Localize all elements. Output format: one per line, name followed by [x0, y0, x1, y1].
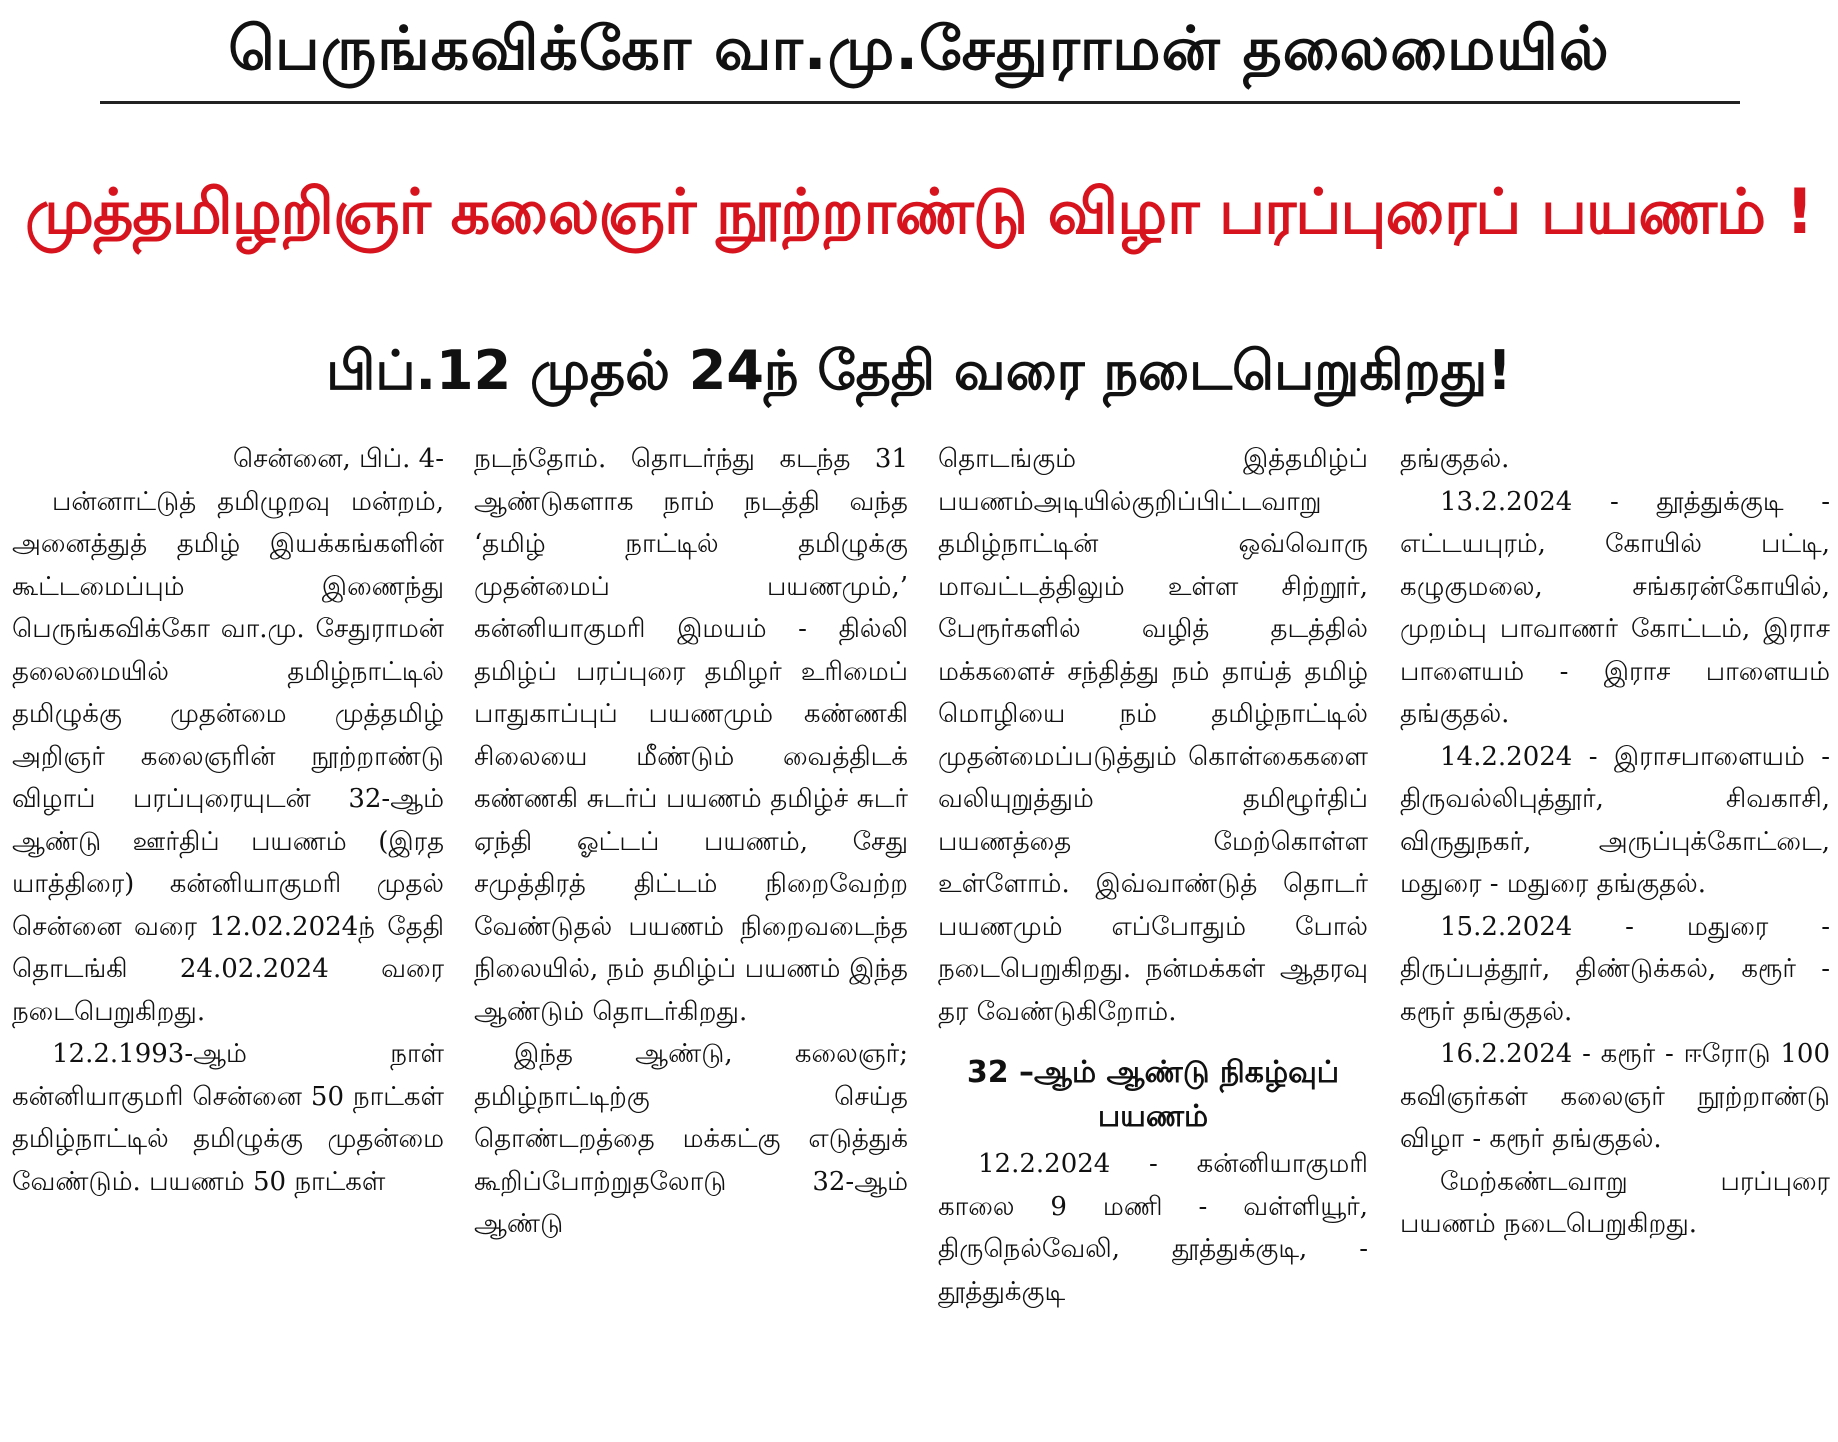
itinerary-day-12-start: 12.2.2024 - கன்னியாகுமரி காலை 9 மணி - வள்ளியூர், திருநெல்வேலி, தூத்துக்குடி, - தூத்துக்குடி — [938, 1149, 1368, 1307]
itinerary-day-16: 16.2.2024 - கரூர் - ஈரோடு 100 கவிஞர்கள் கலைஞர் நூற்றாண்டு விழா - கரூர் தங்குதல். — [1400, 1039, 1830, 1154]
article-column-1 — [12, 438, 444, 1438]
kicker-line: பெருங்கவிக்கோ வா.மு.சேதுராமன் தலைமையில் — [228, 14, 1610, 84]
subheadline: பிப்.12 முதல் 24ந் தேதி வரை நடைபெறுகிறது! — [326, 339, 1512, 402]
article-column-2 — [474, 438, 908, 1438]
paragraph-3-end: தொடங்கும் இத்தமிழ்ப் பயணம்அடியில்குறிப்பிட்டவாறு தமிழ்நாட்டின் ஒவ்வொரு மாவட்டத்திலும் உள்ள சிற்றூர், பேரூர்களில் வழித் தடத்தில் மக்களைச் சந்தித்து நம் தாய்த் தமிழ் மொழியை நம் தமிழ்நாட்டில் முதன்மைப்படுத்தும் கொள்கைகளை வலியுறுத்தும் தமிழூர்திப் பயணத்தை மேற்கொள்ள உள்ளோம். இவ்வாண்டுத் தொடர் பயணமும் எப்போதும் போல் நடைபெறுகிறது. நன்மக்கள் ஆதரவு தர வேண்டுகிறோம். — [938, 444, 1368, 1027]
itinerary-day-15: 15.2.2024 - மதுரை - திருப்பத்தூர், திண்டுக்கல், கரூர் - கரூர் தங்குதல். — [1400, 911, 1830, 1027]
main-headline: முத்தமிழறிஞர் கலைஞர் நூற்றாண்டு விழா பரப்புரைப் பயணம் ! — [25, 175, 1813, 248]
header-rule — [100, 101, 1740, 104]
paragraph-1: பன்னாட்டுத் தமிழுறவு மன்றம், அனைத்துத் தமிழ் இயக்கங்களின் கூட்டமைப்பும் இணைந்து பெருங்கவிக்கோ வா.மு. சேதுராமன் தலைமையில் தமிழ்நாட்டில் தமிழுக்கு முதன்மை முத்தமிழ் அறிஞர் கலைஞரின் நூற்றாண்டு விழாப் பரப்புரையுடன் 32-ஆம் ஆண்டு ஊர்திப் பயணம் (இரத யாத்திரை) கன்னியாகுமரி முதல் சென்னை வரை 12.02.2024ந் தேதி தொடங்கி 24.02.2024 வரை நடைபெறுகிறது. — [12, 486, 444, 1027]
closing-paragraph: மேற்கண்டவாறு பரப்புரை பயணம் நடைபெறுகிறது. — [1400, 1166, 1830, 1239]
article-column-4 — [1400, 438, 1830, 1438]
paragraph-2-start: 12.2.1993-ஆம் நாள் கன்னியாகுமரி சென்னை 50 நாட்கள் தமிழ்நாட்டில் தமிழுக்கு முதன்மை வேண்டும். பயணம் 50 நாட்கள் — [12, 1039, 444, 1197]
dateline: சென்னை, பிப். 4- — [232, 444, 444, 474]
paragraph-3-start: இந்த ஆண்டு, கலைஞர்; தமிழ்நாட்டிற்கு செய்த தொண்டறத்தை மக்கட்கு எடுத்துக் கூறிப்போற்றுதலோடு 32-ஆம் ஆண்டு — [474, 1039, 908, 1239]
section-subtitle: 32 –ஆம் ஆண்டு நிகழ்வுப் பயணம் — [966, 1055, 1340, 1134]
itinerary-day-12-end: தங்குதல். — [1400, 444, 1510, 474]
itinerary-day-13: 13.2.2024 - தூத்துக்குடி - எட்டயபுரம், கோயில் பட்டி, கழுகுமலை, சங்கரன்கோயில், முறம்பு பாவாணர் கோட்டம், இராச பாளையம் - இராச பாளையம் தங்குதல். — [1400, 486, 1830, 729]
article-column-3 — [938, 438, 1368, 1438]
paragraph-2-end: நடந்தோம். தொடர்ந்து கடந்த 31 ஆண்டுகளாக நாம் நடத்தி வந்த ‘தமிழ் நாட்டில் தமிழுக்கு முதன்மைப் பயணமும்,’ கன்னியாகுமரி இமயம் - தில்லி தமிழ்ப் பரப்புரை தமிழர் உரிமைப் பாதுகாப்புப் பயணமும் கண்ணகி சிலையை மீண்டும் வைத்திடக் கண்ணகி சுடர்ப் பயணம் தமிழ்ச் சுடர் ஏந்தி ஓட்டப் பயணம், சேது சமுத்திரத் திட்டம் நிறைவேற்ற வேண்டுதல் பயணம் நிறைவடைந்த நிலையில், நம் தமிழ்ப் பயணம் இந்த ஆண்டும் தொடர்கிறது. — [474, 444, 908, 1027]
itinerary-day-14: 14.2.2024 - இராசபாளையம் - திருவல்லிபுத்தூர், சிவகாசி, விருதுநகர், அருப்புக்கோட்டை, மதுரை - மதுரை தங்குதல். — [1400, 741, 1830, 899]
